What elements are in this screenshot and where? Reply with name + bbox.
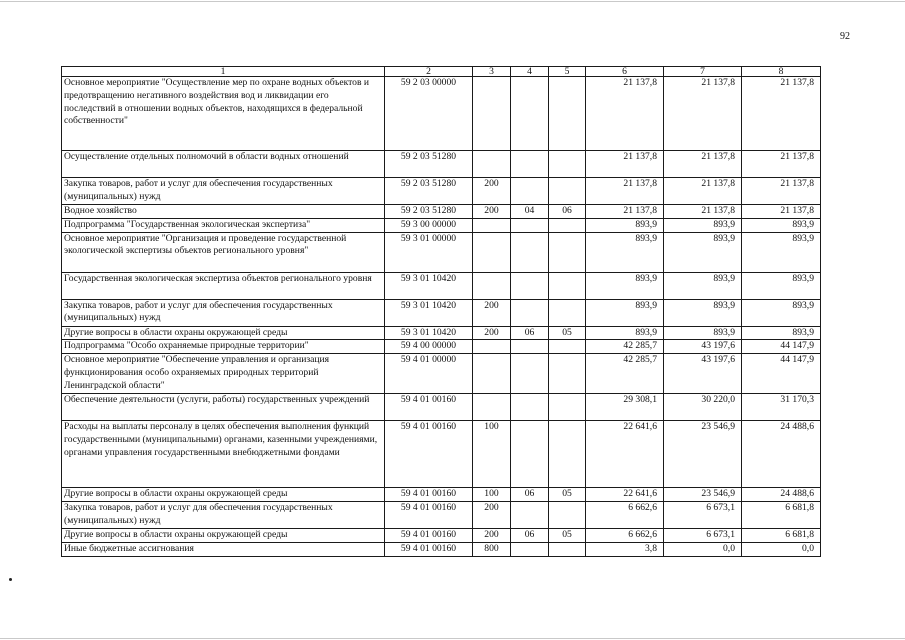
row-subsection (549, 394, 586, 421)
row-subsection: 06 (549, 205, 586, 219)
row-section (511, 501, 549, 528)
row-amount-2: 21 137,8 (664, 151, 742, 178)
row-expense-type: 100 (473, 421, 511, 488)
row-code: 59 4 00 00000 (385, 340, 473, 354)
table-row (62, 272, 821, 299)
row-amount-2: 6 673,1 (664, 528, 742, 542)
row-code: 59 4 01 00160 (385, 394, 473, 421)
page-top-edge (0, 1, 905, 2)
table-row (62, 542, 821, 556)
row-amount-3: 0,0 (742, 542, 821, 556)
row-name: Иные бюджетные ассигнования (62, 542, 385, 556)
row-amount-2: 6 673,1 (664, 501, 742, 528)
row-code: 59 2 03 51280 (385, 151, 473, 178)
row-subsection (549, 542, 586, 556)
row-amount-1: 42 285,7 (586, 340, 664, 354)
row-section (511, 421, 549, 488)
row-code: 59 3 01 10420 (385, 272, 473, 299)
row-name: Закупка товаров, работ и услуг для обеспечения государственных (муниципальных) нужд (62, 299, 385, 326)
table-row (62, 528, 821, 542)
column-header: 7 (664, 67, 742, 77)
row-subsection (549, 151, 586, 178)
row-expense-type: 200 (473, 205, 511, 219)
row-expense-type (473, 354, 511, 394)
table-row (62, 488, 821, 502)
row-expense-type (473, 340, 511, 354)
row-name: Подпрограмма "Государственная экологическая экспертиза" (62, 218, 385, 232)
row-code: 59 4 01 00160 (385, 488, 473, 502)
row-code: 59 3 01 00000 (385, 232, 473, 272)
row-amount-2: 893,9 (664, 299, 742, 326)
row-amount-3: 893,9 (742, 326, 821, 340)
column-header: 4 (511, 67, 549, 77)
column-header: 1 (62, 67, 385, 77)
row-subsection (549, 299, 586, 326)
table-row (62, 421, 821, 488)
row-amount-1: 21 137,8 (586, 77, 664, 151)
row-expense-type: 200 (473, 299, 511, 326)
row-amount-1: 22 641,6 (586, 421, 664, 488)
row-code: 59 4 01 00160 (385, 528, 473, 542)
row-subsection (549, 232, 586, 272)
table-row (62, 326, 821, 340)
row-amount-3: 21 137,8 (742, 77, 821, 151)
row-code: 59 2 03 51280 (385, 205, 473, 219)
row-code: 59 4 01 00160 (385, 542, 473, 556)
table-row (62, 501, 821, 528)
row-amount-3: 893,9 (742, 299, 821, 326)
row-expense-type: 800 (473, 542, 511, 556)
column-header: 6 (586, 67, 664, 77)
row-name: Другие вопросы в области охраны окружающей среды (62, 488, 385, 502)
row-code: 59 4 01 00160 (385, 501, 473, 528)
table-row (62, 77, 821, 151)
row-section (511, 218, 549, 232)
row-amount-2: 893,9 (664, 232, 742, 272)
row-subsection (549, 421, 586, 488)
table-row (62, 354, 821, 394)
row-amount-1: 6 662,6 (586, 501, 664, 528)
row-expense-type (473, 151, 511, 178)
row-subsection: 05 (549, 488, 586, 502)
row-amount-3: 6 681,8 (742, 501, 821, 528)
row-subsection (549, 218, 586, 232)
row-amount-2: 893,9 (664, 218, 742, 232)
row-section (511, 354, 549, 394)
row-amount-3: 21 137,8 (742, 178, 821, 205)
row-section (511, 299, 549, 326)
row-name: Основное мероприятие "Осуществление мер по охране водных объектов и предотвращению негативного воздействия вод и ликвидации его последствий в отношении водных объектов, находящихся в федеральной собственности" (62, 77, 385, 151)
row-expense-type (473, 77, 511, 151)
row-name: Государственная экологическая экспертиза объектов регионального уровня (62, 272, 385, 299)
column-header: 2 (385, 67, 473, 77)
row-amount-2: 21 137,8 (664, 178, 742, 205)
budget-table (61, 66, 821, 557)
row-code: 59 2 03 51280 (385, 178, 473, 205)
row-section: 06 (511, 528, 549, 542)
row-amount-2: 23 546,9 (664, 488, 742, 502)
table-row (62, 151, 821, 178)
row-expense-type: 200 (473, 501, 511, 528)
row-amount-1: 893,9 (586, 232, 664, 272)
row-amount-3: 893,9 (742, 272, 821, 299)
row-amount-2: 23 546,9 (664, 421, 742, 488)
row-section: 06 (511, 488, 549, 502)
table-row (62, 205, 821, 219)
table-row (62, 232, 821, 272)
row-code: 59 3 00 00000 (385, 218, 473, 232)
row-name: Основное мероприятие "Организация и проведение государственной экологической экспертизы объектов регионального уровня" (62, 232, 385, 272)
row-code: 59 4 01 00000 (385, 354, 473, 394)
row-expense-type (473, 218, 511, 232)
row-amount-1: 21 137,8 (586, 205, 664, 219)
page-bottom-edge (0, 638, 905, 639)
row-amount-1: 893,9 (586, 326, 664, 340)
row-amount-3: 44 147,9 (742, 354, 821, 394)
row-expense-type: 200 (473, 326, 511, 340)
row-amount-3: 893,9 (742, 232, 821, 272)
row-name: Водное хозяйство (62, 205, 385, 219)
row-code: 59 3 01 10420 (385, 326, 473, 340)
row-name: Другие вопросы в области охраны окружающей среды (62, 528, 385, 542)
row-name: Основное мероприятие "Обеспечение управления и организация функционирования особо охраняемых природных территорий Ленинградской области" (62, 354, 385, 394)
row-section (511, 340, 549, 354)
row-amount-2: 893,9 (664, 272, 742, 299)
row-expense-type (473, 394, 511, 421)
row-subsection: 05 (549, 528, 586, 542)
column-header: 3 (473, 67, 511, 77)
row-subsection (549, 77, 586, 151)
row-section: 06 (511, 326, 549, 340)
table-row (62, 178, 821, 205)
row-section (511, 232, 549, 272)
row-name: Обеспечение деятельности (услуги, работы) государственных учреждений (62, 394, 385, 421)
row-code: 59 4 01 00160 (385, 421, 473, 488)
row-amount-2: 0,0 (664, 542, 742, 556)
row-amount-1: 6 662,6 (586, 528, 664, 542)
page-number: 92 (840, 31, 850, 42)
row-amount-1: 893,9 (586, 272, 664, 299)
row-name: Расходы на выплаты персоналу в целях обеспечения выполнения функций государственными (муниципальными) органами, казенными учреждениями, органами управления государственными внебюджетными фондами (62, 421, 385, 488)
column-header: 5 (549, 67, 586, 77)
row-amount-1: 42 285,7 (586, 354, 664, 394)
row-amount-3: 6 681,8 (742, 528, 821, 542)
row-section (511, 394, 549, 421)
row-amount-2: 21 137,8 (664, 77, 742, 151)
row-code: 59 3 01 10420 (385, 299, 473, 326)
row-subsection (549, 272, 586, 299)
row-amount-3: 21 137,8 (742, 205, 821, 219)
row-amount-1: 21 137,8 (586, 151, 664, 178)
row-section: 04 (511, 205, 549, 219)
row-amount-2: 43 197,6 (664, 340, 742, 354)
row-section (511, 178, 549, 205)
row-name: Другие вопросы в области охраны окружающей среды (62, 326, 385, 340)
row-amount-3: 893,9 (742, 218, 821, 232)
row-section (511, 542, 549, 556)
row-amount-2: 893,9 (664, 326, 742, 340)
row-section (511, 77, 549, 151)
table-row (62, 394, 821, 421)
row-subsection (549, 178, 586, 205)
row-amount-1: 893,9 (586, 218, 664, 232)
row-name: Подпрограмма "Особо охраняемые природные территории" (62, 340, 385, 354)
row-amount-2: 43 197,6 (664, 354, 742, 394)
row-section (511, 151, 549, 178)
row-amount-2: 21 137,8 (664, 205, 742, 219)
row-expense-type: 200 (473, 178, 511, 205)
row-amount-3: 31 170,3 (742, 394, 821, 421)
row-amount-2: 30 220,0 (664, 394, 742, 421)
row-expense-type: 100 (473, 488, 511, 502)
row-amount-1: 893,9 (586, 299, 664, 326)
row-expense-type (473, 272, 511, 299)
row-expense-type (473, 232, 511, 272)
row-subsection (549, 501, 586, 528)
row-amount-1: 22 641,6 (586, 488, 664, 502)
row-amount-3: 24 488,6 (742, 488, 821, 502)
table-row (62, 340, 821, 354)
row-subsection (549, 340, 586, 354)
table-row (62, 299, 821, 326)
header-row (62, 67, 821, 77)
row-amount-3: 21 137,8 (742, 151, 821, 178)
row-code: 59 2 03 00000 (385, 77, 473, 151)
row-amount-3: 44 147,9 (742, 340, 821, 354)
row-subsection (549, 354, 586, 394)
row-amount-1: 29 308,1 (586, 394, 664, 421)
row-subsection: 05 (549, 326, 586, 340)
row-amount-1: 21 137,8 (586, 178, 664, 205)
row-amount-3: 24 488,6 (742, 421, 821, 488)
row-expense-type: 200 (473, 528, 511, 542)
stray-mark (9, 578, 12, 581)
column-header: 8 (742, 67, 821, 77)
row-name: Закупка товаров, работ и услуг для обеспечения государственных (муниципальных) нужд (62, 501, 385, 528)
row-amount-1: 3,8 (586, 542, 664, 556)
table-row (62, 218, 821, 232)
row-name: Закупка товаров, работ и услуг для обеспечения государственных (муниципальных) нужд (62, 178, 385, 205)
row-section (511, 272, 549, 299)
row-name: Осуществление отдельных полномочий в области водных отношений (62, 151, 385, 178)
